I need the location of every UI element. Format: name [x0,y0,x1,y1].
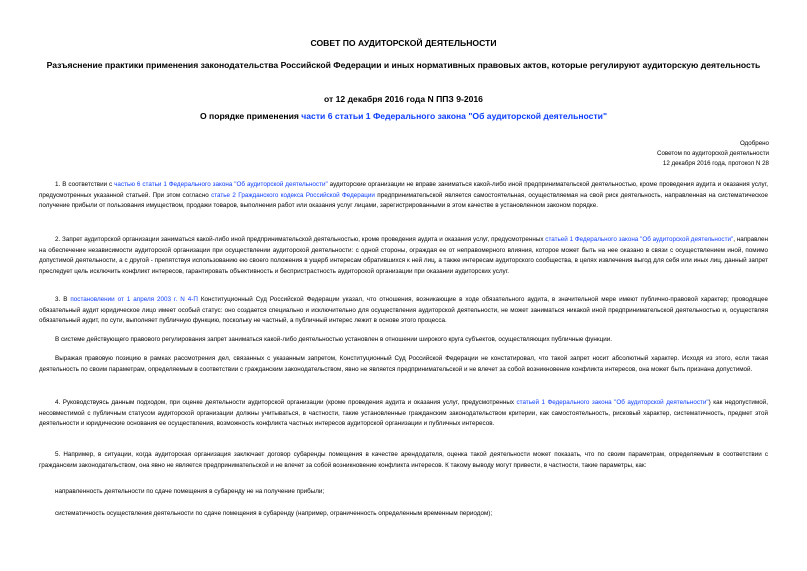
title-law-link[interactable]: части 6 статьи 1 Федерального закона "Об аудиторской деятельности" [301,111,608,121]
paragraph-1 [39,180,768,212]
paragraph-2-law-link[interactable]: статьей 1 Федерального закона "Об аудиторской деятельности" [545,236,734,243]
paragraph-1-text-a: 1. В соответствии с [55,181,115,188]
approval-line-1: Одобрено [739,140,769,147]
paragraph-3 [39,295,768,327]
paragraph-6-law-link[interactable]: статьей 1 Федерального закона "Об аудиторской деятельности" [516,399,709,406]
paragraph-1-law-link[interactable]: частью 6 статьи 1 Федерального закона "Об аудиторской деятельности" [114,181,328,188]
approval-line-3: 12 декабря 2016 года, протокол N 28 [662,160,769,167]
paragraph-5: Выражая правовую позицию в рамках рассмотрения дел, связанных с указанным запретом, Конституционный Суд Российской Федерации не констатировал, что такой запрет носит абсолютный характер. Исходя из этого, если такая деятельность по своим параметрам, определяемым в соответствии с гражданским законодательством, явно не является предпринимательской и не влечет за собой возникновение конфликта интересов, она может быть признана допустимой. [39,355,768,373]
paragraph-7: 5. Например, в ситуации, когда аудиторская организация заключает договор субаренды помещения в качестве арендодателя, оценка такой деятельности может показать, что по своим параметрам, определяемым в соответствии с гражданским законодательством, она явно не является предпринимательской и не влечет за собой возникновение конфликта интересов. К такому выводу могут привести, в частности, такие параметры, как: [39,451,768,469]
approval-line-2: Советом по аудиторской деятельности [657,150,769,157]
approval-block [569,139,769,169]
document-subtitle: Разъяснение практики применения законодательства Российской Федерации и иных нормативных правовых актов, которые регулируют аудиторскую деятельность [46,60,761,70]
paragraph-2 [39,235,768,277]
paragraph-3-text-a: 3. В [55,296,71,303]
paragraph-2-text-b: , направлен на обеспечение независимости аудиторской организации при осуществлении аудиторской деятельности: с одной стороны, ограждая ее от неправомерного влияния, которое может быть на нее оказано в связи с осуществлением иной, помимо допустимой деятельности, а с другой - препятствуя использованию ею своего положения в ущерб интересам обратившихся к ней лиц, а также интересам аудиторского сообщества, в целях извлечения выгод для себя или иных лиц, данный запрет преследует цель исключить конфликт интересов, гарантировать объективность и беспристрастность аудиторской организации при оказании аудиторских услуг. [39,236,768,275]
paragraph-8: направленность деятельности по сдаче помещения в субаренду не на получение прибыли; [55,488,325,495]
paragraph-1-text-b: аудиторские организации не вправе заниматься какой-либо иной предпринимательской деятельностью, кроме проведения аудита и оказания услуг, предусмотренных указанной статьей. При этом согласно [39,181,768,199]
document-title-prefix: О порядке применения [199,111,302,121]
organization-heading: СОВЕТ ПО АУДИТОРСКОЙ ДЕЯТЕЛЬНОСТИ [310,38,497,48]
paragraph-6-text-a: 4. Руководствуясь данным подходом, при оценке деятельности аудиторской организации (кроме проведения аудита и оказания услуг, предусмотренных [55,399,517,406]
paragraph-3-text-b: Конституционный Суд Российской Федерации указал, что отношения, возникающие в ходе обязательного аудита, в значительной мере имеют публично-правовой характер; проводящее обязательный аудит юридическое лицо имеет особый статус: оно создается специально и исключительно для осуществления аудиторской деятельности, не может заниматься никакой иной предпринимательской деятельностью и, осуществляя обязательный аудит, по сути, выполняет публичную функцию, поскольку не частный, а публичный интерес лежит в основе этого процесса. [39,296,768,324]
paragraph-2-text-a: 2. Запрет аудиторской организации заниматься какой-либо иной предпринимательской деятельностью, кроме проведения аудита и оказания услуг, предусмотренных [55,236,546,243]
paragraph-3-resolution-link[interactable]: постановлении от 1 апреля 2003 г. N 4-П [70,296,198,303]
paragraph-6 [39,398,768,430]
paragraph-4: В системе действующего правового регулирования запрет заниматься какой-либо деятельностью установлен в отношении широкого круга субъектов, осуществляющих публичные функции. [55,336,612,343]
paragraph-1-text-c: предпринимательской является самостоятельная, осуществляемая на свой риск деятельность, направленная на систематическое получение прибыли от пользования имуществом, продажи товаров, выполнения работ или оказания услуг лицами, зарегистрированными в этом качестве в установленном законом порядке. [39,191,768,209]
document-title [40,111,767,122]
document-date-number: от 12 декабря 2016 года N ППЗ 9-2016 [324,94,483,104]
paragraph-6-text-b: ) как недопустимой, несовместимой с публичным статусом аудиторской организации должны учитываться, в частности, такие установленные гражданским законодательством критерии, как самостоятельность, рисковый характер, систематичность, предмет этой деятельности и юридические основания ее осуществления, возможность конфликта частных интересов аудиторской организации и публичных интересов. [39,399,768,427]
paragraph-9: систематичность осуществления деятельности по сдаче помещения в субаренду (например, ограниченность определенным временным периодом); [55,510,493,517]
paragraph-1-civil-code-link[interactable]: статье 2 Гражданского кодекса Российской Федерации [211,191,375,199]
